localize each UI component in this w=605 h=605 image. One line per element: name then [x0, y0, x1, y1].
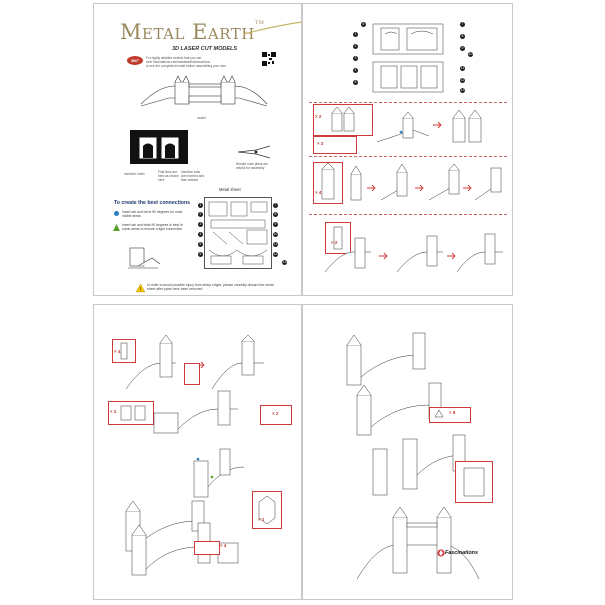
- part-number-badge: 9: [461, 46, 464, 50]
- fascinations-logo-icon: [437, 549, 445, 557]
- bridge-model-illustration: [139, 74, 269, 114]
- assembly-result-illustration: [445, 110, 495, 146]
- part-number-badge: 8: [461, 34, 464, 38]
- part-number-badge: 1: [354, 32, 357, 36]
- instruction-page-3: [93, 304, 302, 600]
- svg-text:!: !: [139, 287, 141, 293]
- info-line: For highly detailed models that you can: [146, 56, 202, 60]
- part-callout: [184, 363, 200, 385]
- part-callout: [194, 541, 220, 555]
- quantity-label: × 2: [317, 141, 324, 146]
- part-number-badge: 5: [199, 242, 202, 246]
- part-number-badge: 8: [274, 212, 277, 216]
- product-subtitle: 3D LASER CUT MODELS: [172, 46, 238, 52]
- tip-twist: Insert tab and twist 90 degrees is best in some areas to ensure a tight connection: [122, 223, 183, 232]
- part-number-badge: 9: [274, 222, 277, 226]
- blue-dot-icon: [114, 211, 119, 216]
- info-lines: [146, 56, 226, 68]
- part-number-badge: 13: [282, 260, 287, 264]
- part-number-badge: 4: [354, 68, 357, 72]
- assembly-step-illustration: [373, 112, 433, 148]
- fold-caption: Fold lines are bent as shown here: [158, 170, 179, 182]
- final-bridge-illustration: [353, 505, 483, 591]
- quantity-label: × 2: [272, 411, 279, 416]
- part-callout: [313, 104, 373, 136]
- instruction-page-2: [302, 3, 513, 296]
- tower-part-illustration: [314, 163, 342, 203]
- part-number-badge: 6: [362, 22, 365, 26]
- warning-icon: [136, 284, 145, 292]
- insert-tab-caption: Insertion tabs are inserted and then twisted: [181, 170, 205, 182]
- quantity-label: × 2: [315, 114, 322, 119]
- deck-part-illustration: [456, 462, 492, 502]
- part-callout: [313, 162, 343, 204]
- instruction-page-1: [93, 3, 302, 296]
- step-divider: [309, 214, 507, 215]
- part-number-badge: 11: [273, 242, 278, 246]
- quantity-label: × 2: [331, 240, 338, 245]
- quantity-label: × 2: [258, 517, 265, 522]
- quantity-label: × 8: [449, 410, 456, 415]
- quantity-label: × 4: [315, 190, 322, 195]
- part-number-badge: 7: [274, 203, 277, 207]
- step-divider: [309, 102, 507, 103]
- tower-cutout-illustration: [130, 130, 188, 164]
- connections-heading: To create the best connections: [114, 200, 191, 206]
- qr-code-icon: [262, 52, 276, 66]
- quantity-label: × 4: [220, 543, 227, 548]
- tower-part-illustration: [314, 105, 372, 135]
- info-line: visit: fascinations.com/metalearth/instructions: [146, 60, 210, 64]
- part-number-badge: 1: [199, 203, 202, 207]
- assembly-step-illustration: [128, 515, 268, 595]
- part-number-badge: 11: [460, 66, 465, 70]
- part-number-badge: 10: [273, 232, 278, 236]
- part-number-badge: 3: [354, 56, 357, 60]
- swoosh-decoration: [244, 22, 304, 36]
- insertion-sample: [130, 130, 188, 164]
- metal-sheet-diagram: [204, 197, 272, 269]
- tip-bend: Insert tab and bend 90 degrees for most visible areas: [122, 210, 183, 219]
- part-number-badge: 12: [273, 252, 278, 256]
- insertion-caption: Insertion holes: [124, 172, 145, 176]
- step-divider: [309, 156, 507, 157]
- part-number-badge: 6: [199, 252, 202, 256]
- part-number-badge: 13: [460, 88, 465, 92]
- 360-badge: 360°: [127, 56, 143, 65]
- part-number-badge: 12: [460, 78, 465, 82]
- tab-twist-illustration: [124, 244, 164, 272]
- quantity-label: × 2: [110, 409, 117, 414]
- tool-caption: Needle nose pliers are helpful for assembly: [236, 162, 268, 170]
- assembly-step-illustration: [124, 335, 284, 395]
- brand-logo: Metal Earth™: [120, 20, 265, 44]
- part-number-badge: 7: [461, 22, 464, 26]
- pliers-icon: [236, 144, 272, 160]
- green-triangle-icon: [113, 224, 120, 231]
- part-number-badge: 2: [354, 44, 357, 48]
- parts-exploded-diagram: [361, 20, 457, 96]
- part-number-badge: 3: [199, 222, 202, 226]
- part-number-badge: 5: [354, 80, 357, 84]
- safety-warning: In order to avoid possible injury from sharp edges, please carefully discard the metal sheet after parts have been removed: [147, 283, 274, 292]
- part-number-badge: 4: [199, 232, 202, 236]
- assembly-sequence-illustration: [345, 164, 505, 206]
- assembly-sequence-illustration: [321, 232, 507, 280]
- footer-brand: Fascinations: [445, 550, 478, 556]
- metal-sheet-parts: [205, 198, 271, 268]
- arrow-right-icon: [433, 122, 443, 128]
- info-line: to see the completed model before assembling your own: [146, 64, 226, 68]
- metal-sheet-label: Metal sheet: [219, 187, 241, 192]
- part-number-badge: 2: [199, 212, 202, 216]
- assembly-step-illustration: [148, 389, 258, 445]
- part-number-badge: 10: [468, 52, 473, 56]
- quantity-label: × 4: [114, 349, 121, 354]
- instruction-page-4: [302, 304, 513, 600]
- part-callout: [455, 461, 493, 503]
- triangle-icon: [435, 410, 443, 417]
- model-caption: model: [197, 116, 206, 120]
